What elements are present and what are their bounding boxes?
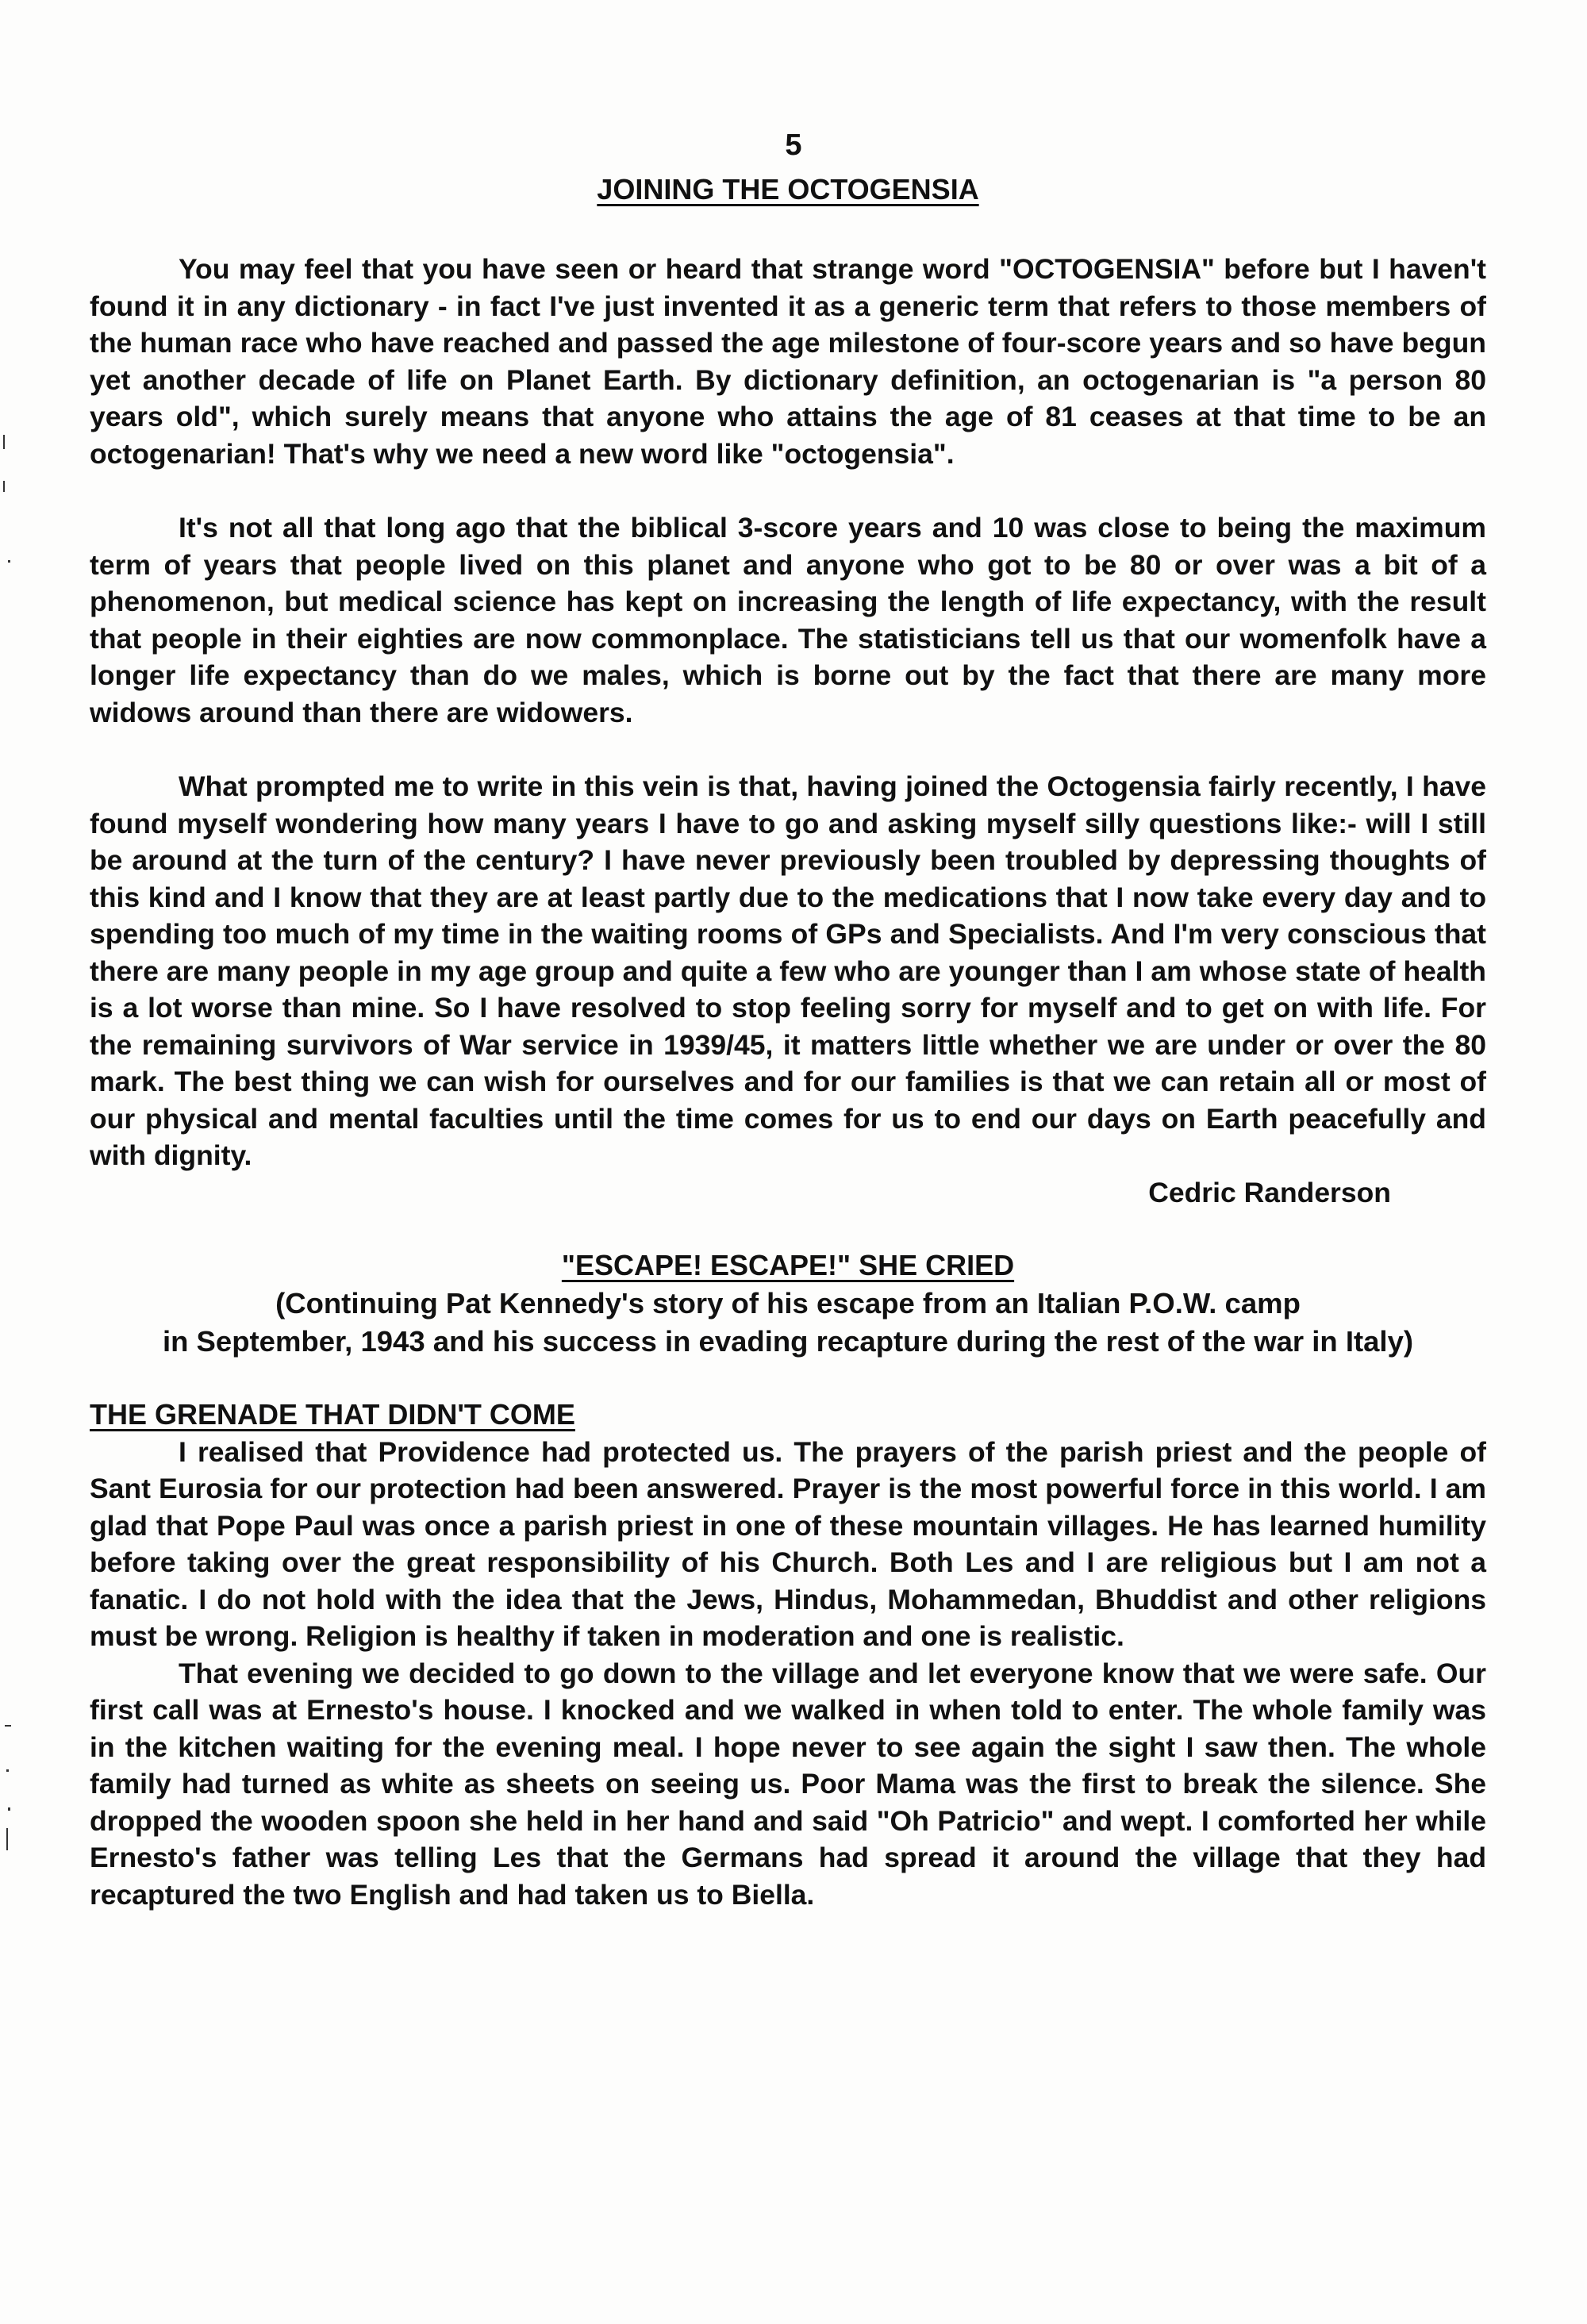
scan-mark <box>5 1725 11 1727</box>
author-signature: Cedric Randerson <box>1148 1176 1391 1208</box>
paragraph: What prompted me to write in this vein is that, having joined the Octogensia fairly recently, I have found myself wondering how many years I have to go and asking myself silly questions like:- will I still be around at the turn of the century? I have never previously been troubled by depressing thoughts of this kind and I know that they are at least partly due to the medications that I now take every day and to spending too much of my time in the waiting rooms of GPs and Specialists. And I'm very conscious that there are many people in my age group and quite a few who are younger than I am whose state of health is a lot worse than mine. So I have resolved to stop feeling sorry for myself and to get on with life. For the remaining survivors of War service in 1939/45, it matters little whether we are under or over the 80 mark. The best thing we can wish for ourselves and for our families is that we can retain all or most of our physical and mental faculties until the time comes for us to end our days on Earth peacefully and with dignity. <box>90 770 1486 1171</box>
page-number: 5 <box>785 129 802 162</box>
article-title: JOINING THE OCTOGENSIA <box>597 173 979 206</box>
scan-mark <box>3 481 5 492</box>
scan-mark <box>6 1828 8 1850</box>
scan-mark <box>8 1807 10 1811</box>
article-escape <box>90 1247 1486 1361</box>
scan-mark <box>3 435 5 449</box>
article1-paragraph-1-block <box>90 251 1486 472</box>
paragraph: That evening we decided to go down to the village and let everyone know that we were safe. Our first call was at Ernesto's house. I knocked and we walked in when told to enter. The whole family was in the kitchen waiting for the evening meal. I hope never to see again the sight I saw then. The whole family had turned as white as sheets on seeing us. Poor Mama was the first to break the silence. She dropped the wooden spoon she held in her hand and said "Oh Patricio" and wept. I comforted her while Ernesto's father was telling Les that the Germans had spread it around the village that they had recaptured the two English and had taken us to Biella. <box>90 1657 1486 1911</box>
article-title: "ESCAPE! ESCAPE!" SHE CRIED <box>561 1249 1015 1281</box>
paragraph: I realised that Providence had protected us. The prayers of the parish priest and the people of Sant Eurosia for our protection had been answered. Prayer is the most powerful force in this world. I am glad that Pope Paul was once a parish priest in one of these mountain villages. He has learned humility before taking over the great responsibility of his Church. Both Les and I are religious but I am not a fanatic. I do not hold with the idea that the Jews, Hindus, Mohammedan, Bhuddist and other religions must be wrong. Religion is healthy if taken in moderation and one is realistic. <box>90 1435 1486 1652</box>
scan-mark <box>6 1769 9 1772</box>
article-subtitle-line-2: in September, 1943 and his success in evading recapture during the rest of the war in Italy) <box>162 1324 1414 1358</box>
article1-paragraph-2-block <box>90 509 1486 731</box>
paragraph: You may feel that you have seen or heard that strange word "OCTOGENSIA" before but I haven't found it in any dictionary - in fact I've just invented it as a generic term that refers to those members of the human race who have reached and passed the age milestone of four-score years and so have begun yet another decade of life on Planet Earth. By dictionary definition, an octogenarian is "a person 80 years old", which surely means that anyone who attains the age of 81 ceases at that time to be an octogenarian! That's why we need a new word like "octogensia". <box>90 253 1486 470</box>
scan-mark <box>8 560 10 563</box>
article-subtitle-line-1: (Continuing Pat Kennedy's story of his escape from an Italian P.O.W. camp <box>275 1286 1301 1319</box>
article2-section <box>90 1396 1486 1913</box>
article-joining-octogensia <box>90 171 1486 209</box>
article1-paragraph-3-block <box>90 768 1486 1211</box>
section-heading: THE GRENADE THAT DIDN'T COME <box>90 1398 575 1431</box>
paragraph: It's not all that long ago that the biblical 3-score years and 10 was close to being the maximum term of years that people lived on this planet and anyone who got to be 80 or over was a bit of a phenomenon, but medical science has kept on increasing the length of life expectancy, with the result that people in their eighties are now commonplace. The statisticians tell us that our womenfolk have a longer life expectancy than do we males, which is borne out by the fact that there are many more widows around than there are widowers. <box>90 512 1486 728</box>
